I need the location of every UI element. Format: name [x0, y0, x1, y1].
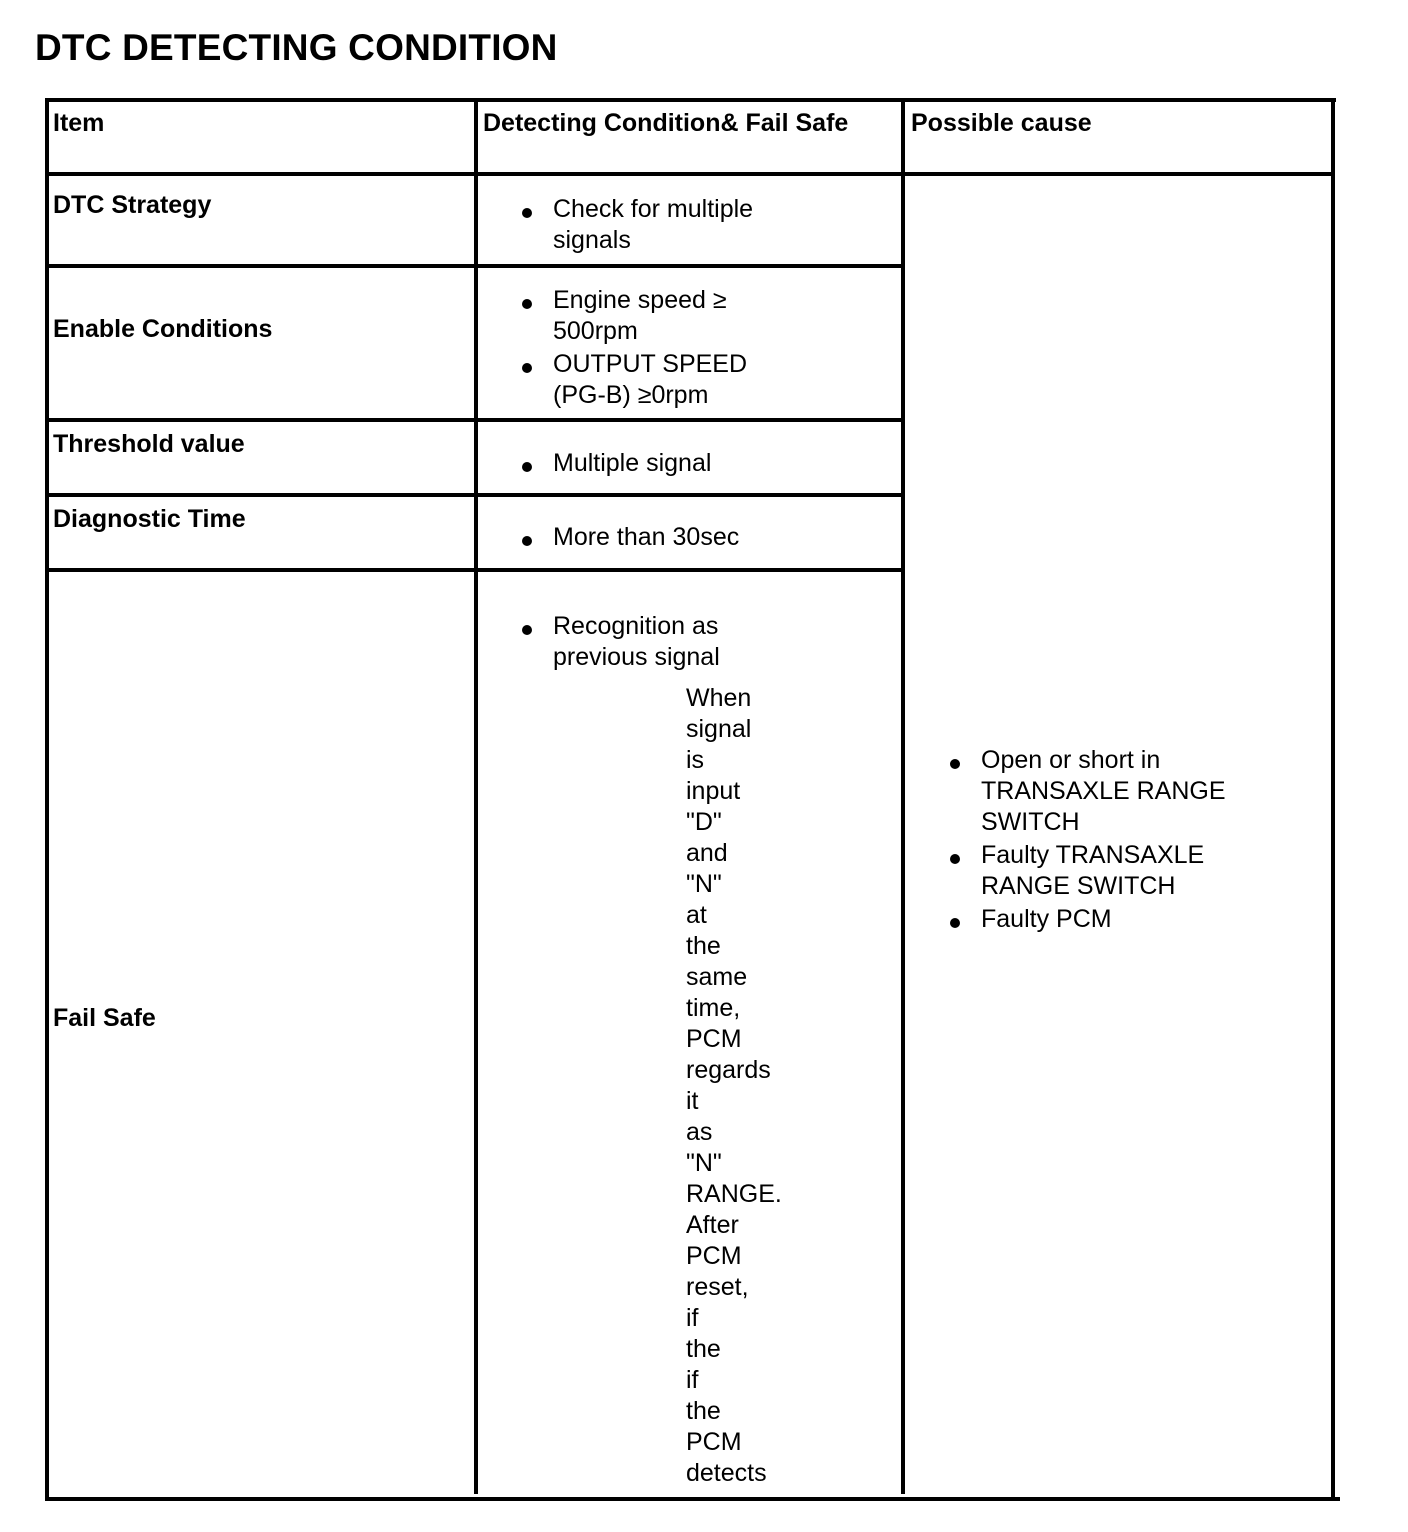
table-border-left	[45, 98, 49, 1501]
bullet-icon	[950, 759, 960, 769]
detail-word: if	[686, 1366, 699, 1394]
bullet-icon	[522, 363, 532, 373]
detail-word: "N"	[686, 1149, 722, 1177]
detail-word: the	[686, 932, 721, 960]
detail-word: at	[686, 901, 707, 929]
bullet-icon	[950, 918, 960, 928]
row-divider-2	[45, 418, 903, 422]
detail-word: if	[686, 1304, 699, 1332]
detail-word: PCM	[686, 1242, 742, 1270]
bullet-icon	[522, 462, 532, 472]
row-divider-4	[45, 568, 903, 572]
detail-word: the	[686, 1397, 721, 1425]
fail-safe-bullet-line-2: previous signal	[553, 643, 720, 671]
table-border-top	[45, 98, 1336, 102]
detail-word: RANGE.	[686, 1180, 782, 1208]
page-title: DTC DETECTING CONDITION	[35, 27, 558, 68]
enable-bullet-2-line-2: (PG-B) ≥0rpm	[553, 381, 709, 409]
bullet-icon	[950, 854, 960, 864]
row-label-enable: Enable Conditions	[53, 315, 273, 343]
detail-word: the	[686, 1335, 721, 1363]
cause-3: Faulty PCM	[981, 905, 1112, 933]
detail-word: reset,	[686, 1273, 749, 1301]
row-label-threshold: Threshold value	[53, 430, 245, 458]
bullet-icon	[522, 625, 532, 635]
bullet-icon	[522, 536, 532, 546]
cause-2-line-1: Faulty TRANSAXLE	[981, 841, 1205, 869]
cause-1-line-2: TRANSAXLE RANGE	[981, 777, 1226, 805]
threshold-bullet: Multiple signal	[553, 449, 712, 477]
enable-bullet-1-line-1: Engine speed ≥	[553, 286, 727, 314]
fail-safe-detail-text	[686, 683, 782, 1489]
strategy-bullet-line-1: Check for multiple	[553, 195, 754, 223]
strategy-bullet-line-2: signals	[553, 226, 631, 254]
detail-word: PCM	[686, 1025, 742, 1053]
detail-word: it	[686, 1087, 699, 1115]
detail-word: "D"	[686, 808, 722, 836]
cause-1-line-1: Open or short in	[981, 746, 1161, 774]
detail-word: PCM	[686, 1428, 742, 1456]
detail-word: and	[686, 839, 728, 867]
bullet-icon	[522, 208, 532, 218]
column-divider-2	[901, 98, 905, 1494]
detail-word: After	[686, 1211, 739, 1239]
diag-time-bullet: More than 30sec	[553, 523, 740, 551]
row-label-diag-time: Diagnostic Time	[53, 505, 246, 533]
row-divider-3	[45, 493, 903, 497]
detail-word: regards	[686, 1056, 771, 1084]
header-divider	[45, 172, 1335, 176]
detail-word: signal	[686, 715, 752, 743]
header-cause: Possible cause	[911, 109, 1092, 137]
detail-word: detects	[686, 1459, 767, 1487]
detail-word: input	[686, 777, 741, 805]
cause-2-line-2: RANGE SWITCH	[981, 872, 1176, 900]
detail-word: as	[686, 1118, 713, 1146]
header-item: Item	[53, 109, 105, 137]
detail-word: time,	[686, 994, 741, 1022]
detail-word: same	[686, 963, 748, 991]
column-divider-1	[474, 98, 478, 1494]
row-label-strategy: DTC Strategy	[53, 191, 212, 219]
fail-safe-bullet-line-1: Recognition as	[553, 612, 719, 640]
bullet-icon	[522, 299, 532, 309]
enable-bullet-1-line-2: 500rpm	[553, 317, 638, 345]
enable-bullet-2-line-1: OUTPUT SPEED	[553, 350, 748, 378]
row-label-fail-safe: Fail Safe	[53, 1004, 156, 1032]
detail-word: is	[686, 746, 705, 774]
cause-1-line-3: SWITCH	[981, 808, 1080, 836]
detail-word: When	[686, 684, 752, 712]
table-border-bottom	[45, 1497, 1340, 1501]
header-condition: Detecting Condition& Fail Safe	[483, 109, 849, 137]
detail-word: "N"	[686, 870, 722, 898]
row-divider-1	[45, 264, 903, 268]
table-border-right	[1331, 98, 1335, 1497]
